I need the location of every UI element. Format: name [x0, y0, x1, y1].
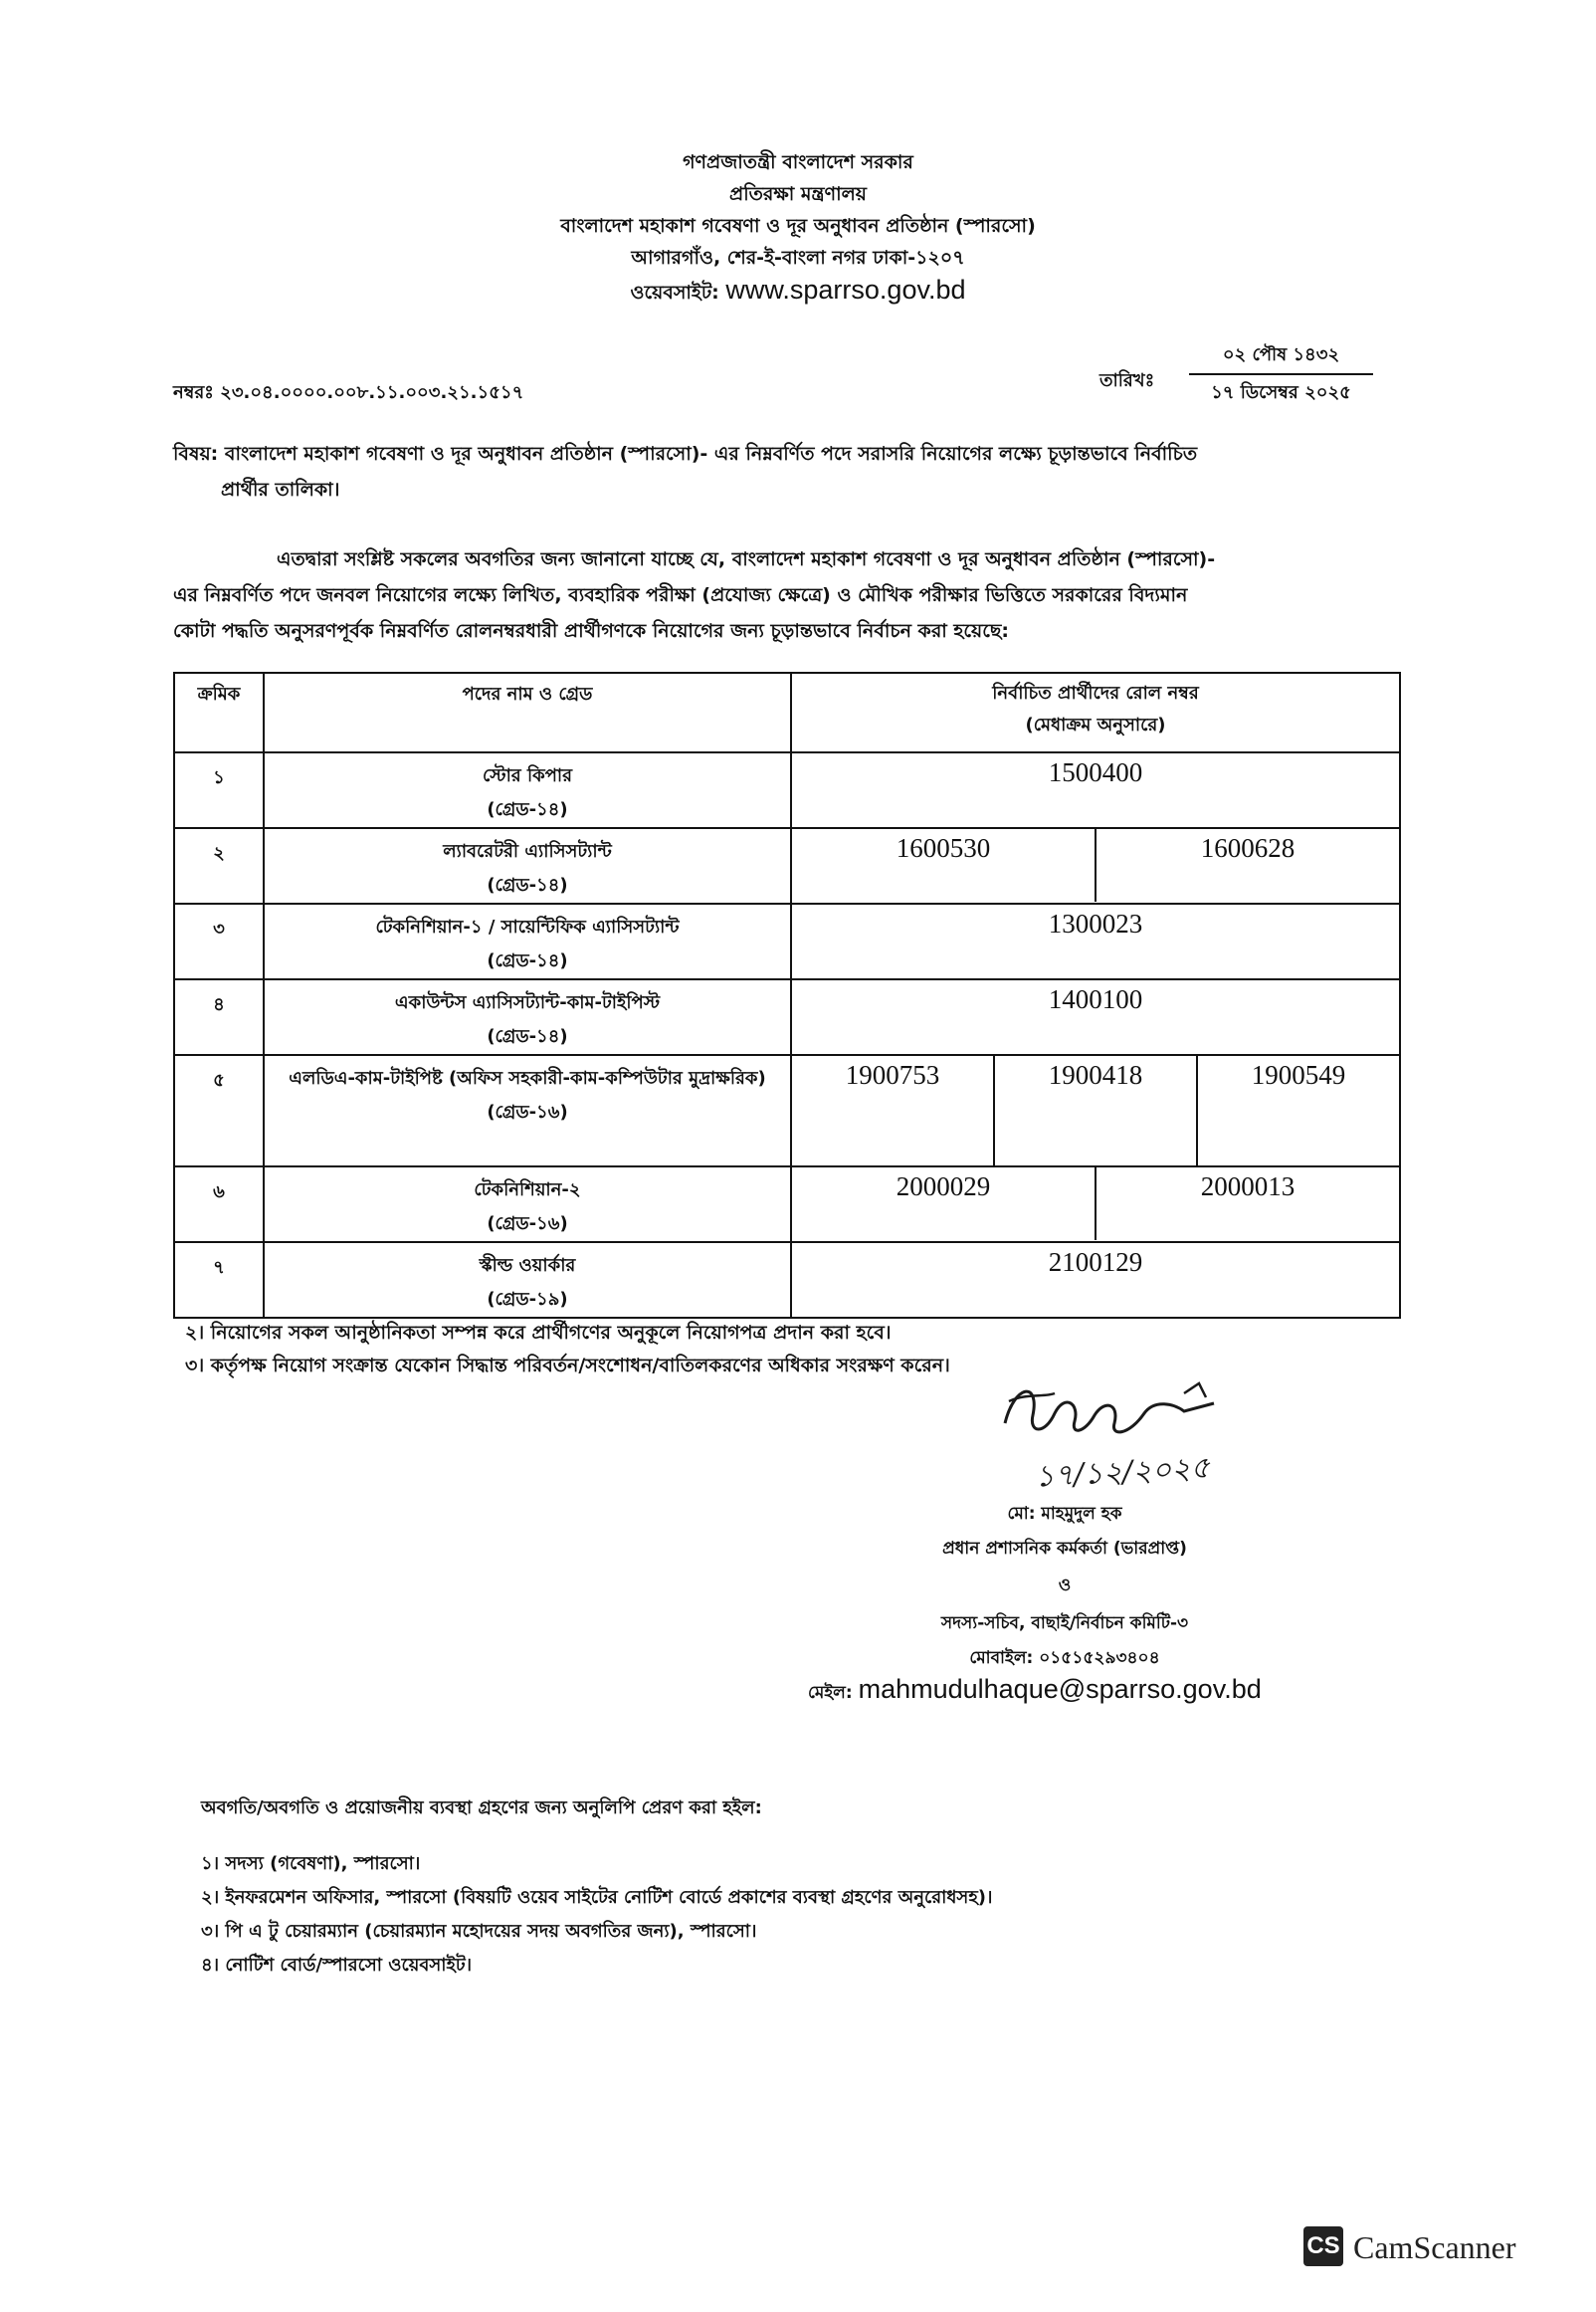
- header-rolls-subtitle: (মেধাক্রম অনুসারে): [1025, 715, 1166, 736]
- copy-item: ১। সদস্য (গবেষণা), স্পারসো।: [201, 1853, 421, 1874]
- roll-number: 2000013: [1095, 1167, 1399, 1240]
- roll-number: 1500400: [1048, 757, 1143, 787]
- table-row: [174, 1166, 1400, 1242]
- date-bangla: ০২ পৌষ ১৪৩২: [1189, 340, 1373, 375]
- row-serial: ৫: [174, 1055, 264, 1166]
- copy-item: ৩। পি এ টু চেয়ারম্যান (চেয়ারম্যান মহোদয়ের সদয় অবগতির জন্য), স্পারসো।: [201, 1921, 757, 1942]
- copy-item: ২। ইনফরমেশন অফিসার, স্পারসো (বিষয়টি ওয়েব সাইটের নোটিশ বোর্ডে প্রকাশের ব্যবস্থা গ্রহণের অনুরোধসহ)।: [201, 1887, 993, 1908]
- post-grade: (গ্রেড-১৯): [487, 1289, 568, 1310]
- row-post: [264, 828, 791, 904]
- header-address: আগারগাঁও, শের-ই-বাংলা নগর ঢাকা-১২০৭: [631, 247, 965, 269]
- row-rolls: [791, 1166, 1400, 1242]
- roll-number: 2100129: [1048, 1247, 1143, 1277]
- row-serial: ৬: [174, 1166, 264, 1242]
- roll-number: 1900549: [1196, 1056, 1399, 1165]
- row-post: [264, 1166, 791, 1242]
- roll-number: 1300023: [1048, 909, 1143, 939]
- camscanner-logo: CS: [1303, 2226, 1343, 2266]
- row-rolls: [791, 979, 1400, 1055]
- table-header-row: [174, 673, 1400, 752]
- row-rolls: [791, 828, 1400, 904]
- row-serial: ১: [174, 752, 264, 828]
- signatory-title: প্রধান প্রশাসনিক কর্মকর্তা (ভারপ্রাপ্ত): [942, 1539, 1187, 1559]
- signatory-committee: সদস্য-সচিব, বাছাই/নির্বাচন কমিটি-৩: [940, 1613, 1189, 1633]
- row-rolls: [791, 1055, 1400, 1166]
- subject-text: বাংলাদেশ মহাকাশ গবেষণা ও দূর অনুধাবন প্রতিষ্ঠান (স্পারসো)- এর নিম্নবর্ণিত পদে সরাসরি নিয়োগের লক্ষ্যে চূড়ান্তভাবে নির্বাচিত: [224, 443, 1198, 465]
- post-grade: (গ্রেড-১৪): [487, 799, 568, 820]
- subject-line: [173, 438, 1407, 470]
- row-serial: ২: [174, 828, 264, 904]
- row-post: [264, 979, 791, 1055]
- date-english: ১৭ ডিসেম্বর ২০২৫: [1211, 382, 1351, 403]
- table-row: [174, 828, 1400, 904]
- table-row: [174, 979, 1400, 1055]
- subject-text-cont: প্রার্থীর তালিকা।: [221, 479, 340, 501]
- row-post: [264, 752, 791, 828]
- header-serial: ক্রমিক: [174, 673, 264, 752]
- post-name: স্টোর কিপার: [482, 765, 573, 786]
- post-grade: (গ্রেড-১৪): [487, 950, 568, 971]
- row-serial: ৩: [174, 904, 264, 979]
- header-rolls-title: নির্বাচিত প্রার্থীদের রোল নম্বর: [992, 683, 1199, 704]
- note-2: ২। নিয়োগের সকল আনুষ্ঠানিকতা সম্পন্ন করে প্রার্থীগণের অনুকূলে নিয়োগপত্র প্রদান করা হবে।: [185, 1322, 892, 1344]
- header-website: [0, 275, 1596, 308]
- intro-line-3: কোটা পদ্ধতি অনুসরণপূর্বক নিম্নবর্ণিত রোলনম্বরধারী প্রার্থীগণকে নিয়োগের জন্য চূড়ান্তভাবে নির্বাচন করা হয়েছে:: [173, 620, 1009, 642]
- selection-table: [173, 672, 1401, 1319]
- roll-number: 1900418: [993, 1056, 1196, 1165]
- post-grade: (গ্রেড-১৬): [487, 1213, 568, 1234]
- camscanner-brand: CamScanner: [1353, 2229, 1516, 2265]
- header-rolls: [791, 673, 1400, 752]
- website-label: ওয়েবসাইট:: [630, 282, 719, 304]
- header-ministry: প্রতিরক্ষা মন্ত্রণালয়: [729, 183, 867, 205]
- table-row: [174, 752, 1400, 828]
- signatory-mobile: মোবাইল: ০১৫১৫২৯৩৪০৪: [969, 1648, 1160, 1668]
- row-rolls: [791, 1242, 1400, 1318]
- table-row: [174, 1055, 1400, 1166]
- row-serial: ৭: [174, 1242, 264, 1318]
- roll-number: 1900753: [845, 1060, 940, 1090]
- row-serial: ৪: [174, 979, 264, 1055]
- email-address[interactable]: mahmudulhaque@sparrso.gov.bd: [858, 1674, 1262, 1704]
- post-name: স্কীল্ড ওয়ার্কার: [479, 1255, 576, 1276]
- table-row: [174, 904, 1400, 979]
- note-3: ৩। কর্তৃপক্ষ নিয়োগ সংক্রান্ত যেকোন সিদ্ধান্ত পরিবর্তন/সংশোধন/বাতিলকরণের অধিকার সংরক্ষণ করেন।: [185, 1355, 950, 1376]
- row-post: [264, 1055, 791, 1166]
- row-post: [264, 904, 791, 979]
- roll-number: 1600530: [896, 833, 991, 863]
- header-organization: বাংলাদেশ মহাকাশ গবেষণা ও দূর অনুধাবন প্রতিষ্ঠান (স্পারসো): [560, 215, 1036, 237]
- memo-number: নম্বরঃ ২৩.০৪.০০০০.০০৮.১১.০০৩.২১.১৫১৭: [173, 382, 524, 403]
- signatory-and: ও: [1058, 1576, 1072, 1595]
- copies-heading: অবগতি/অবগতি ও প্রয়োজনীয় ব্যবস্থা গ্রহণের জন্য অনুলিপি প্রেরণ করা হইল:: [201, 1797, 762, 1818]
- roll-number: 1600628: [1095, 829, 1399, 902]
- copy-item: ৪। নোটিশ বোর্ড/স্পারসো ওয়েবসাইট।: [201, 1955, 473, 1976]
- row-rolls: [791, 752, 1400, 828]
- post-name: একাউন্টস এ্যাসিসট্যান্ট-কাম-টাইপিস্ট: [394, 992, 661, 1013]
- post-name: টেকনিশিয়ান-১ / সায়েন্টিফিক এ্যাসিসট্যান্ট: [375, 917, 680, 938]
- table-row: [174, 1242, 1400, 1318]
- header-govt: গণপ্রজাতন্ত্রী বাংলাদেশ সরকার: [683, 151, 913, 173]
- signature-date: ১৭/১২/২০২৫: [1034, 1450, 1211, 1495]
- post-grade: (গ্রেড-১৪): [487, 875, 568, 896]
- roll-number: 1400100: [1048, 984, 1143, 1014]
- email-label: মেইল:: [808, 1683, 853, 1703]
- header-post: পদের নাম ও গ্রেড: [264, 673, 791, 752]
- post-name: ল্যাবরেটরী এ্যাসিসট্যান্ট: [443, 841, 612, 862]
- date-label: তারিখঃ: [1099, 370, 1155, 391]
- post-name: টেকনিশিয়ান-২: [474, 1179, 581, 1200]
- post-grade: (গ্রেড-১৪): [487, 1026, 568, 1047]
- row-rolls: [791, 904, 1400, 979]
- roll-number: 2000029: [896, 1171, 991, 1201]
- intro-line-1: এতদ্বারা সংশ্লিষ্ট সকলের অবগতির জন্য জানানো যাচ্ছে যে, বাংলাদেশ মহাকাশ গবেষণা ও দূর অনুধাবন প্রতিষ্ঠান (স্পারসো)-: [277, 548, 1216, 570]
- subject-label: বিষয়:: [173, 443, 219, 465]
- row-post: [264, 1242, 791, 1318]
- intro-line-2: এর নিম্নবর্ণিত পদে জনবল নিয়োগের লক্ষ্যে লিখিত, ব্যবহারিক পরীক্ষা (প্রযোজ্য ক্ষেত্রে) ও মৌখিক পরীক্ষার ভিত্তিতে সরকারের বিদ্যমান: [173, 584, 1188, 606]
- signatory-name: মো: মাহমুদুল হক: [1007, 1504, 1122, 1524]
- post-grade: (গ্রেড-১৬): [487, 1102, 568, 1123]
- website-url[interactable]: www.sparrso.gov.bd: [725, 275, 966, 305]
- signatory-email: [808, 1674, 1262, 1708]
- post-name: এলডিএ-কাম-টাইপিষ্ট (অফিস সহকারী-কাম-কম্পিউটার মুদ্রাক্ষরিক): [289, 1068, 766, 1089]
